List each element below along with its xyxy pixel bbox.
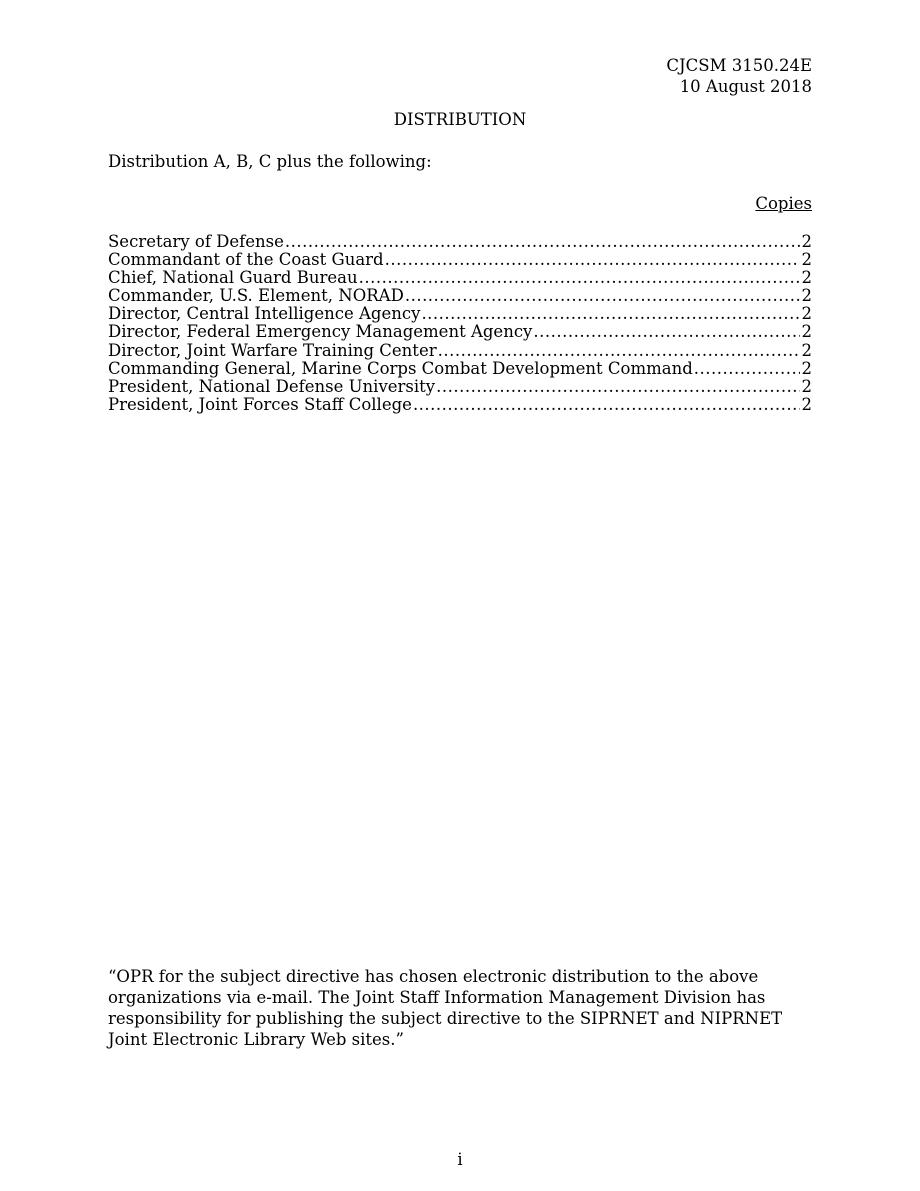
distribution-row: [108, 287, 812, 305]
organization-name: Director, Central Intelligence Agency: [108, 304, 421, 324]
organization-name: Commanding General, Marine Corps Combat Development Command: [108, 358, 693, 378]
organization-name: Commander, U.S. Element, NORAD: [108, 286, 404, 306]
distribution-row: [108, 396, 812, 414]
distribution-row: [108, 360, 812, 378]
distribution-row: [108, 342, 812, 360]
document-header: [666, 55, 812, 97]
dot-leader: [438, 342, 800, 360]
dot-leader: [405, 287, 800, 305]
distribution-row: [108, 251, 812, 269]
copies-count: 2: [801, 358, 812, 378]
copies-count: 2: [801, 286, 812, 306]
organization-name: Director, Federal Emergency Management Agency: [108, 322, 533, 342]
page-title: DISTRIBUTION: [393, 110, 527, 129]
copies-count: 2: [801, 250, 812, 270]
copies-count: 2: [801, 268, 812, 288]
dot-leader: [421, 305, 799, 323]
organization-name: Commandant of the Coast Guard: [108, 250, 384, 270]
distribution-note: “OPR for the subject directive has chosen electronic distribution to the above organizations via e-mail. The Joint Staff Information Management Division has responsibility for publishing the subject directive to the SIPRNET and NIPRNET Joint Electronic Library Web sites.”: [108, 967, 783, 1049]
dot-leader: [533, 323, 799, 341]
organization-name: Chief, National Guard Bureau: [108, 268, 358, 288]
document-date: 10 August 2018: [679, 77, 812, 96]
copies-count: 2: [801, 340, 812, 360]
page-number: i: [457, 1150, 463, 1169]
dot-leader: [359, 269, 800, 287]
copies-count: 2: [801, 304, 812, 324]
copies-count: 2: [801, 376, 812, 396]
copies-count: 2: [801, 394, 812, 414]
organization-name: President, National Defense University: [108, 376, 436, 396]
distribution-row: [108, 323, 812, 341]
distribution-intro: Distribution A, B, C plus the following:: [108, 152, 432, 171]
distribution-row: [108, 378, 812, 396]
dot-leader: [385, 251, 800, 269]
distribution-list: [108, 233, 812, 414]
dot-leader: [413, 396, 800, 414]
organization-name: President, Joint Forces Staff College: [108, 394, 412, 414]
document-number: CJCSM 3150.24E: [666, 56, 812, 75]
copies-count: 2: [801, 232, 812, 251]
organization-name: Secretary of Defense: [108, 232, 284, 251]
dot-leader: [436, 378, 799, 396]
copies-column-heading: Copies: [755, 194, 812, 213]
distribution-row: [108, 305, 812, 323]
distribution-row: [108, 269, 812, 287]
dot-leader: [694, 360, 800, 378]
organization-name: Director, Joint Warfare Training Center: [108, 340, 437, 360]
copies-count: 2: [801, 322, 812, 342]
distribution-row: [108, 233, 812, 251]
dot-leader: [285, 233, 800, 251]
